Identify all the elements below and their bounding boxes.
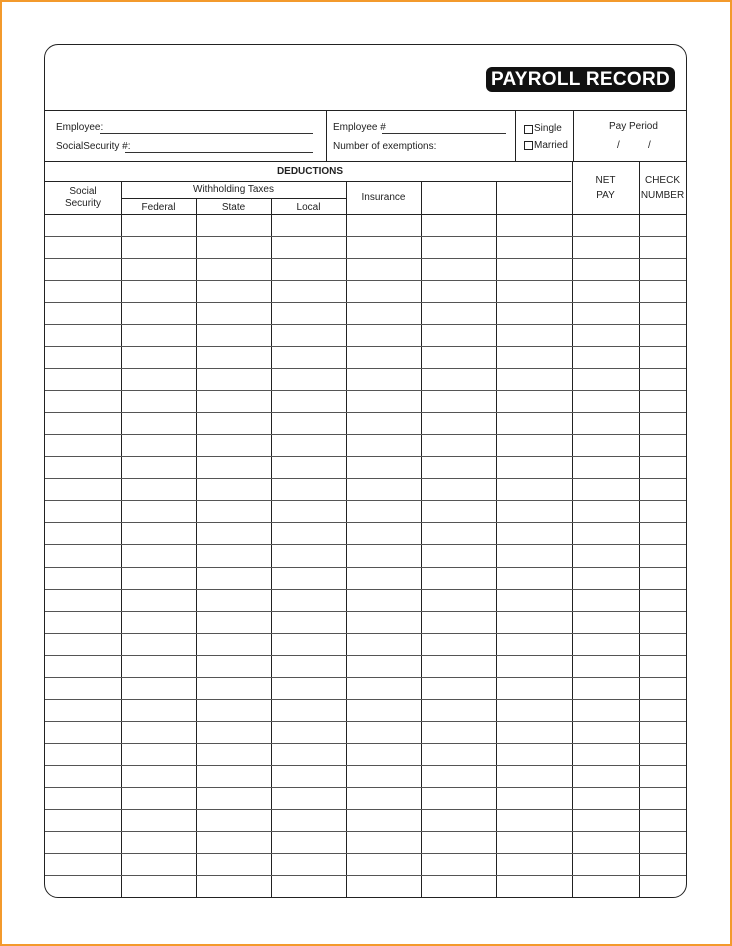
employee-number-field[interactable] xyxy=(382,133,506,134)
table-row-line xyxy=(45,787,686,788)
social-security-label: SocialSecurity #: xyxy=(56,141,131,152)
table-row-line xyxy=(45,544,686,545)
social-security-field[interactable] xyxy=(125,152,313,153)
header-top-divider xyxy=(45,110,686,111)
header-bottom-divider xyxy=(45,161,686,162)
insurance-header: Insurance xyxy=(361,192,406,203)
table-row-line xyxy=(45,412,686,413)
employee-name-field[interactable] xyxy=(100,133,313,134)
table-row-line xyxy=(45,765,686,766)
table-row-line xyxy=(45,236,686,237)
table-row-line xyxy=(45,324,686,325)
pay-period-slash-1: / xyxy=(617,140,620,151)
table-row-line xyxy=(45,478,686,479)
check-number-header-line2: NUMBER xyxy=(640,190,685,201)
col-divider-5 xyxy=(421,181,422,897)
table-row-line xyxy=(45,346,686,347)
check-number-header-line1: CHECK xyxy=(644,175,680,186)
employee-number-label: Employee # xyxy=(333,122,386,133)
header-divider-1 xyxy=(326,110,327,161)
social-security-header-line2: Security xyxy=(64,198,102,209)
table-row-line xyxy=(45,743,686,744)
table-row-line xyxy=(45,368,686,369)
married-label: Married xyxy=(534,140,568,151)
table-row-line xyxy=(45,302,686,303)
deductions-header: DEDUCTIONS xyxy=(276,166,344,177)
table-row-line xyxy=(45,434,686,435)
table-row-line xyxy=(45,699,686,700)
single-checkbox[interactable] xyxy=(524,125,533,134)
withholding-taxes-header: Withholding Taxes xyxy=(193,184,274,195)
form-title: PAYROLL RECORD xyxy=(486,67,675,92)
table-row-line xyxy=(45,500,686,501)
table-row-line xyxy=(45,809,686,810)
married-checkbox[interactable] xyxy=(524,141,533,150)
exemptions-label: Number of exemptions: xyxy=(333,141,437,152)
employee-label: Employee: xyxy=(56,122,104,133)
table-row-line xyxy=(45,522,686,523)
pay-period-label: Pay Period xyxy=(609,121,658,132)
col-divider-1 xyxy=(121,181,122,897)
col-divider-6 xyxy=(496,181,497,897)
local-header: Local xyxy=(296,202,321,213)
table-row-line xyxy=(45,258,686,259)
net-pay-header-line2: PAY xyxy=(596,190,615,201)
table-row-line xyxy=(45,875,686,876)
table-row-line xyxy=(45,633,686,634)
header-divider-3 xyxy=(573,110,574,161)
table-row-line xyxy=(45,390,686,391)
table-row-line xyxy=(45,831,686,832)
table-row-line xyxy=(45,655,686,656)
withholding-underline xyxy=(121,198,346,199)
table-row-line xyxy=(45,721,686,722)
table-row-line xyxy=(45,456,686,457)
table-row-line xyxy=(45,677,686,678)
payroll-record-form xyxy=(44,44,687,898)
table-row-line xyxy=(45,611,686,612)
col-divider-4 xyxy=(346,181,347,897)
social-security-header-line1: Social xyxy=(69,186,97,197)
table-row-line xyxy=(45,567,686,568)
table-row-line xyxy=(45,280,686,281)
pay-period-slash-2: / xyxy=(648,140,651,151)
state-header: State xyxy=(221,202,246,213)
table-row-line xyxy=(45,853,686,854)
deductions-underline xyxy=(45,181,571,182)
table-row-line xyxy=(45,589,686,590)
single-label: Single xyxy=(534,123,562,134)
table-header-bottom xyxy=(45,214,686,215)
federal-header: Federal xyxy=(141,202,176,213)
header-divider-2 xyxy=(515,110,516,161)
net-pay-header-line1: NET xyxy=(595,175,616,186)
